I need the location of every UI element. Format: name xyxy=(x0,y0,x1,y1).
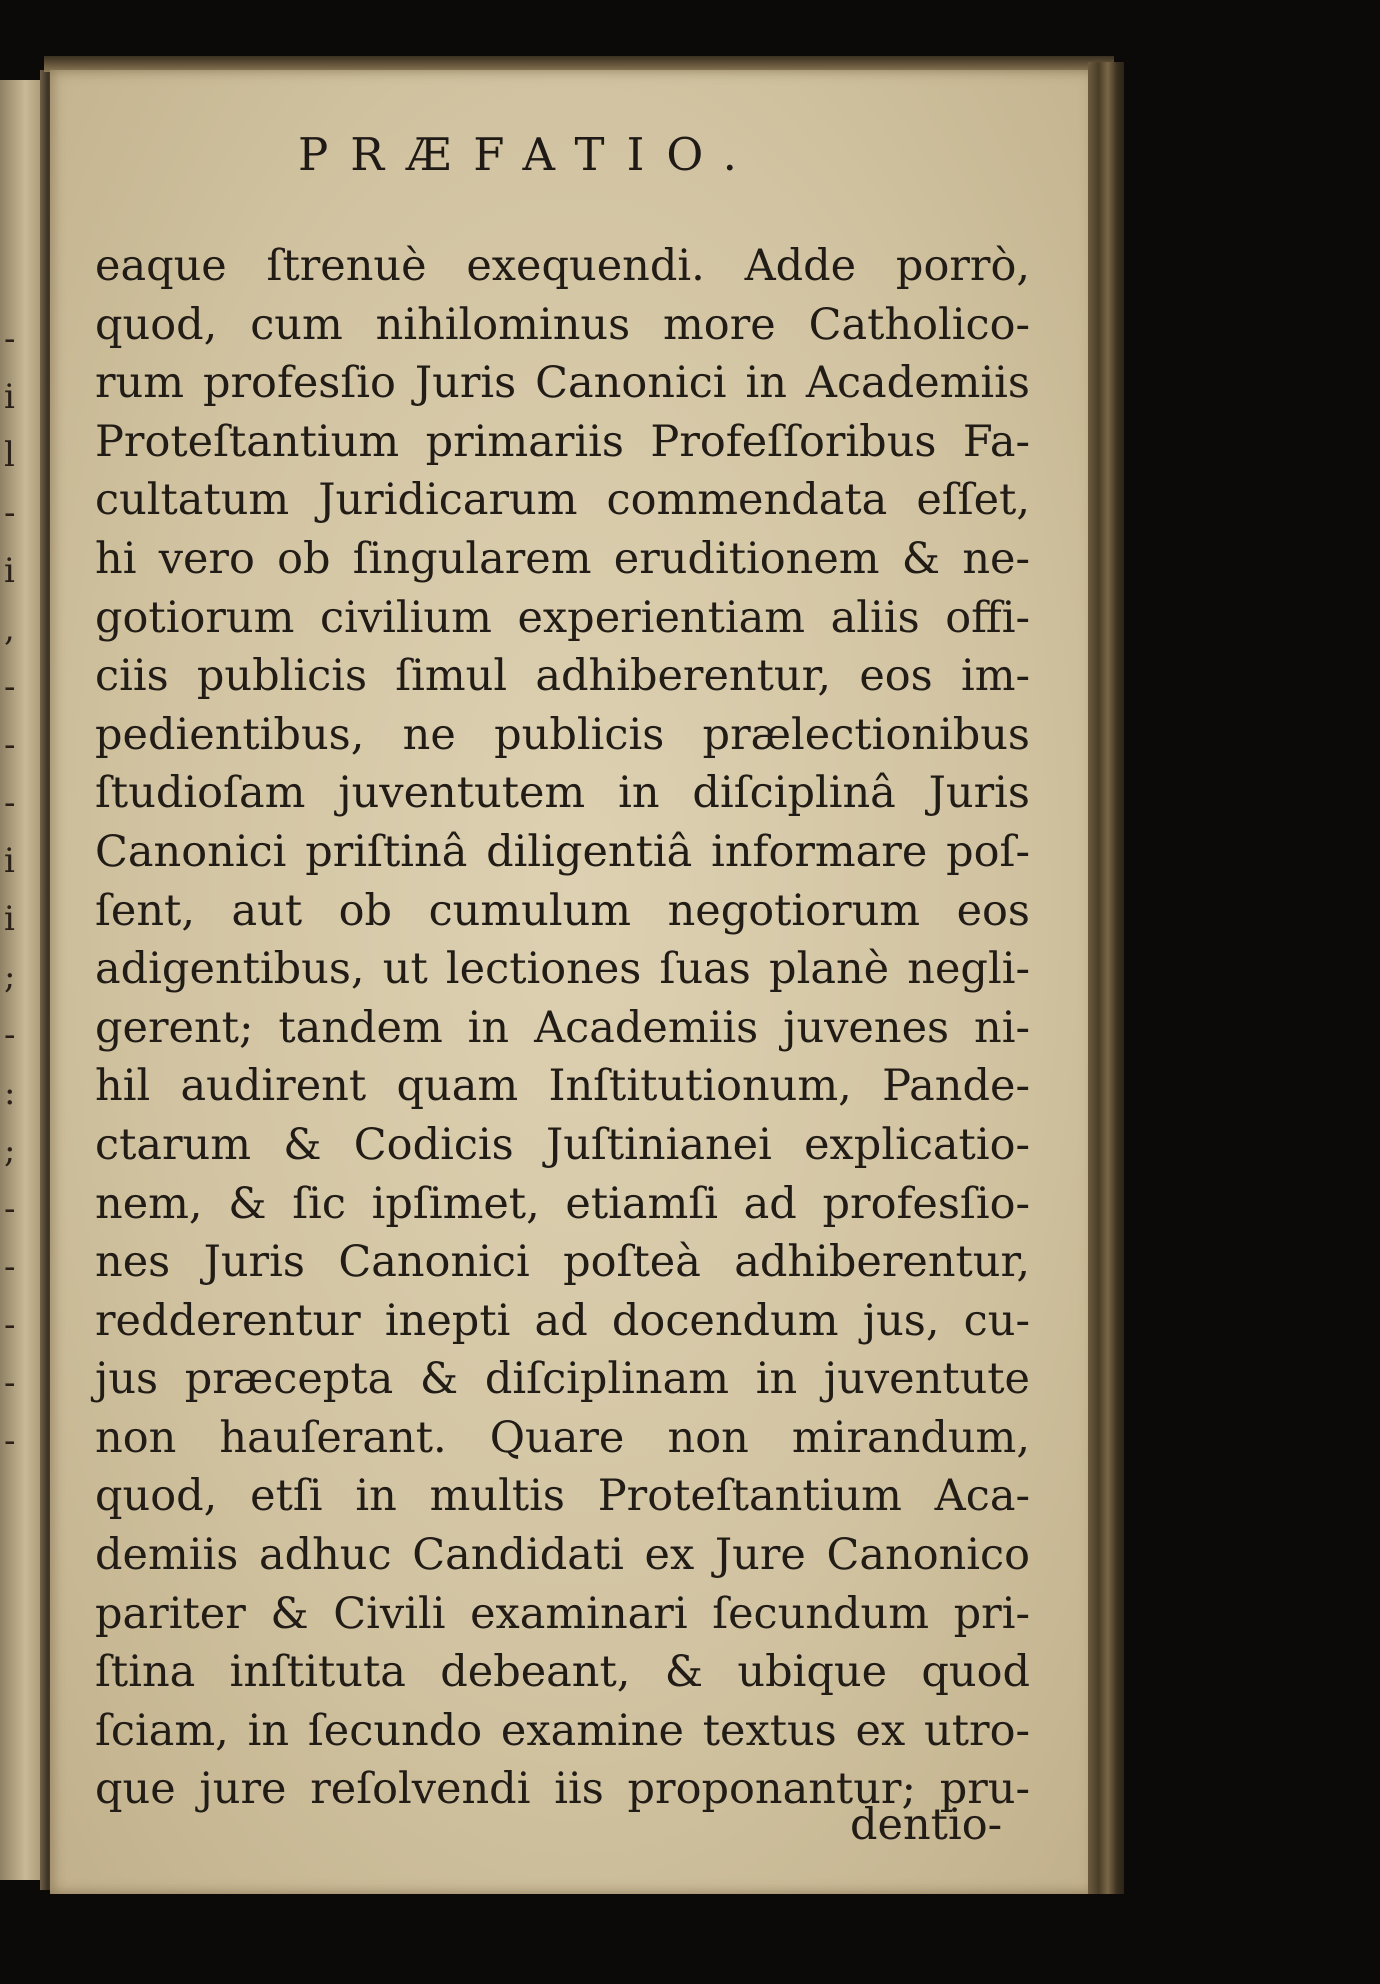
text-line: cultatum Juridicarum commendata eſſet, xyxy=(95,475,1030,526)
facing-page-fragment: - xyxy=(4,725,16,765)
text-line: rum profesſio Juris Canonici in Academiis xyxy=(95,358,1030,409)
text-line: quod, etſi in multis Proteſtantium Aca- xyxy=(95,1471,1030,1522)
facing-page-letter-fragments xyxy=(4,310,24,1470)
text-line: redderentur inepti ad docendum jus, cu- xyxy=(95,1295,1030,1346)
text-line: eaque ſtrenuè exequendi. Adde porrò, xyxy=(95,241,1030,291)
facing-page-fragment: - xyxy=(4,1189,16,1229)
text-line: jus præcepta & diſciplinam in juventute xyxy=(95,1354,1030,1405)
text-line: que jure reſolvendi iis proponantur; pru- xyxy=(95,1764,1030,1815)
facing-page-fragment: l xyxy=(4,435,15,475)
text-line: demiis adhuc Candidati ex Jure Canonico xyxy=(95,1530,1030,1581)
text-line: ctarum & Codicis Juſtinianei explicatio- xyxy=(95,1119,1030,1170)
text-line: gotiorum civilium experientiam aliis offi- xyxy=(95,592,1030,643)
facing-page-fragment: i xyxy=(4,841,15,881)
text-line: hil audirent quam Inſtitutionum, Pande- xyxy=(95,1061,1030,1112)
text-line: nem, & ſic ipſimet, etiamſi ad profesſio- xyxy=(95,1178,1030,1229)
running-head: PRÆFATIO. xyxy=(298,128,759,181)
facing-page-fragment: - xyxy=(4,783,16,823)
facing-page-fragment: i xyxy=(4,551,15,591)
facing-page-fragment: - xyxy=(4,1015,16,1055)
text-line: ſciam, in ſecundo examine textus ex utro- xyxy=(95,1705,1030,1756)
text-line: ciis publicis ſimul adhiberentur, eos im- xyxy=(95,651,1030,702)
facing-page-fragment: - xyxy=(4,1305,16,1345)
facing-page-fragment: i xyxy=(4,377,15,417)
page-stack-edge xyxy=(1088,62,1124,1894)
facing-page-fragment: - xyxy=(4,1421,16,1461)
facing-page-fragment: i xyxy=(4,899,15,939)
text-line: pedientibus, ne publicis prælectionibus xyxy=(95,709,1030,760)
text-line: adigentibus, ut lectiones ſuas planè negli- xyxy=(95,944,1030,995)
facing-page-fragment: - xyxy=(4,667,16,707)
page-text-body xyxy=(95,237,1030,1819)
text-line: ſtudioſam juventutem in diſciplinâ Juris xyxy=(95,768,1030,819)
text-line: non hauſerant. Quare non mirandum, xyxy=(95,1412,1030,1463)
facing-page-fragment: - xyxy=(4,1363,16,1403)
facing-page-fragment: ; xyxy=(4,1131,16,1171)
text-line: ſent, aut ob cumulum negotiorum eos xyxy=(95,885,1030,936)
text-line: gerent; tandem in Academiis juvenes ni- xyxy=(95,1002,1030,1053)
facing-page-fragment: - xyxy=(4,493,16,533)
facing-page-fragment: - xyxy=(4,319,16,359)
text-line: Proteſtantium primariis Profeſſoribus Fa- xyxy=(95,416,1030,467)
text-line: ſtina inſtituta debeant, & ubique quod xyxy=(95,1647,1030,1698)
text-line: Canonici priſtinâ diligentiâ informare poſ- xyxy=(95,826,1030,877)
facing-page-fragment: ; xyxy=(4,957,16,997)
text-line: pariter & Civili examinari ſecundum pri- xyxy=(95,1588,1030,1639)
facing-page-fragment: , xyxy=(4,609,15,649)
text-line: quod, cum nihilominus more Catholico- xyxy=(95,299,1030,350)
facing-page-fragment: - xyxy=(4,1247,16,1287)
catchword: dentio- xyxy=(850,1800,1003,1850)
text-line: nes Juris Canonici poſteà adhiberentur, xyxy=(95,1237,1030,1288)
text-line: hi vero ob ſingularem eruditionem & ne- xyxy=(95,533,1030,584)
facing-page-fragment: : xyxy=(4,1073,16,1113)
